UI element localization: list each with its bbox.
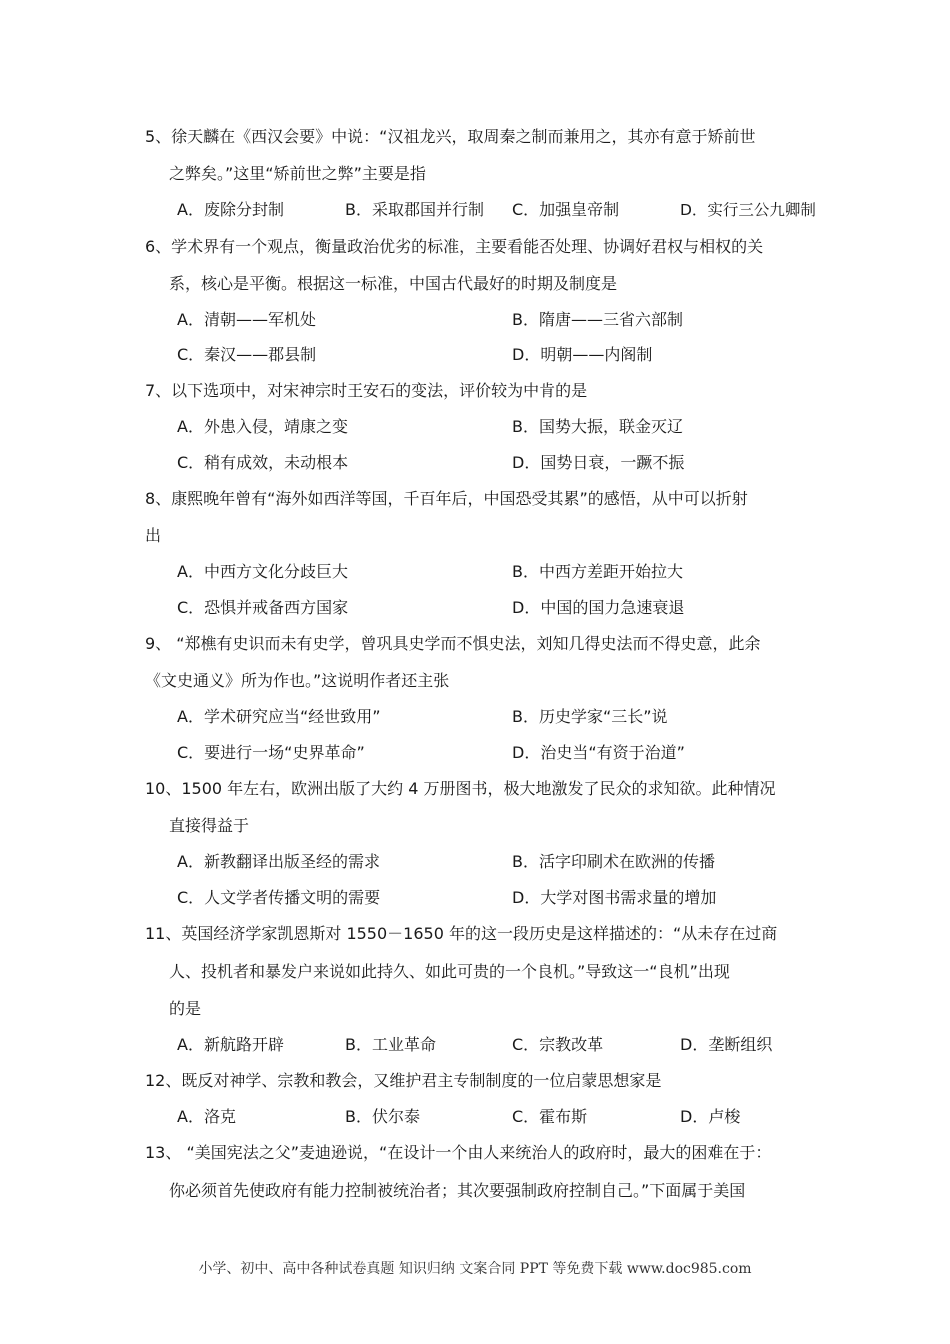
question-5-option-d: D．实行三公九卿制 — [680, 201, 816, 219]
question-11-option-d: D．垄断组织 — [680, 1035, 773, 1054]
question-7-option-d: D．国势日衰，一蹶不振 — [512, 453, 685, 472]
question-5-option-a: A．废除分封制 — [177, 200, 284, 219]
question-7-option-a: A．外患入侵，靖康之变 — [177, 417, 348, 436]
question-8-option-b: B．中西方差距开始拉大 — [512, 562, 683, 581]
question-9-option-c: C．要进行一场“史界革命” — [177, 743, 365, 762]
question-6-option-a: A．清朝——军机处 — [177, 310, 316, 329]
question-10-stem-line-1: 10、1500 年左右，欧洲出版了大约 4 万册图书，极大地激发了民众的求知欲。此种情况 — [145, 779, 776, 798]
question-6-stem-line-2: 系，核心是平衡。根据这一标准，中国古代最好的时期及制度是 — [169, 274, 618, 293]
question-8-stem-line-2: 出 — [145, 526, 162, 545]
question-11-stem-line-1: 11、英国经济学家凯恩斯对 1550－1650 年的这一段历史是这样描述的：“从未存在过商 — [145, 924, 778, 943]
page-footer: 小学、初中、高中各种试卷真题 知识归纳 文案合同 PPT 等免费下载 www.doc985.com — [198, 1261, 752, 1277]
question-9-stem-line-2: 《文史通义》所为作也。”这说明作者还主张 — [145, 671, 450, 690]
question-12-option-c: C．霍布斯 — [512, 1107, 588, 1126]
question-9-stem-line-1: 9、 “郑樵有史识而未有史学，曾巩具史学而不惧史法，刘知几得史法而不得史意，此余 — [145, 634, 761, 653]
question-8-option-c: C．恐惧并戒备西方国家 — [177, 598, 349, 617]
question-9-option-a: A．学术研究应当“经世致用” — [177, 707, 381, 726]
question-13-stem-line-2: 你必须首先使政府有能力控制被统治者；其次要强制政府控制自己。”下面属于美国 — [169, 1181, 746, 1200]
question-5-stem-line-1: 5、徐天麟在《西汉会要》中说：“汉祖龙兴，取周秦之制而兼用之，其亦有意于矫前世 — [145, 127, 756, 146]
question-7-option-b: B．国势大振，联金灭辽 — [512, 417, 683, 436]
question-12-stem-line-1: 12、既反对神学、宗教和教会，又维护君主专制制度的一位启蒙思想家是 — [145, 1071, 662, 1090]
question-7-option-c: C．稍有成效，未动根本 — [177, 453, 349, 472]
question-5-option-b: B．采取郡国并行制 — [345, 200, 484, 219]
question-10-option-a: A．新教翻译出版圣经的需求 — [177, 852, 380, 871]
question-13-stem-line-1: 13、 “美国宪法之父”麦迪逊说，“在设计一个由人来统治人的政府时，最大的困难在于： — [145, 1143, 772, 1162]
question-10-option-c: C．人文学者传播文明的需要 — [177, 888, 381, 907]
question-11-option-b: B．工业革命 — [345, 1035, 436, 1054]
question-11-stem-line-2: 人、投机者和暴发户来说如此持久、如此可贵的一个良机。”导致这一“良机”出现 — [169, 962, 730, 981]
question-11-stem-line-3: 的是 — [169, 999, 202, 1018]
question-10-stem-line-2: 直接得益于 — [169, 816, 250, 835]
question-8-option-a: A．中西方文化分歧巨大 — [177, 562, 348, 581]
question-10-option-b: B．活字印刷术在欧洲的传播 — [512, 852, 715, 871]
question-9-option-b: B．历史学家“三长”说 — [512, 707, 668, 726]
question-9-option-d: D．治史当“有资于治道” — [512, 743, 685, 762]
question-5-option-c: C．加强皇帝制 — [512, 200, 620, 219]
question-11-option-a: A．新航路开辟 — [177, 1035, 284, 1054]
question-6-option-b: B．隋唐——三省六部制 — [512, 310, 683, 329]
question-11-option-c: C．宗教改革 — [512, 1035, 604, 1054]
question-10-option-d: D．大学对图书需求量的增加 — [512, 888, 717, 907]
question-8-stem-line-1: 8、康熙晚年曾有“海外如西洋等国，千百年后，中国恐受其累”的感悟，从中可以折射 — [145, 489, 748, 508]
question-6-option-d: D．明朝——内阁制 — [512, 345, 653, 364]
question-12-option-b: B．伏尔泰 — [345, 1107, 420, 1126]
question-12-option-d: D．卢梭 — [680, 1107, 741, 1126]
question-7-stem-line-1: 7、以下选项中，对宋神宗时王安石的变法，评价较为中肯的是 — [145, 381, 588, 400]
question-6-option-c: C．秦汉——郡县制 — [177, 345, 317, 364]
question-6-stem-line-1: 6、学术界有一个观点，衡量政治优劣的标准，主要看能否处理、协调好君权与相权的关 — [145, 237, 764, 256]
question-5-stem-line-2: 之弊矣。”这里“矫前世之弊”主要是指 — [169, 164, 426, 183]
question-12-option-a: A．洛克 — [177, 1107, 236, 1126]
question-8-option-d: D．中国的国力急速衰退 — [512, 598, 685, 617]
